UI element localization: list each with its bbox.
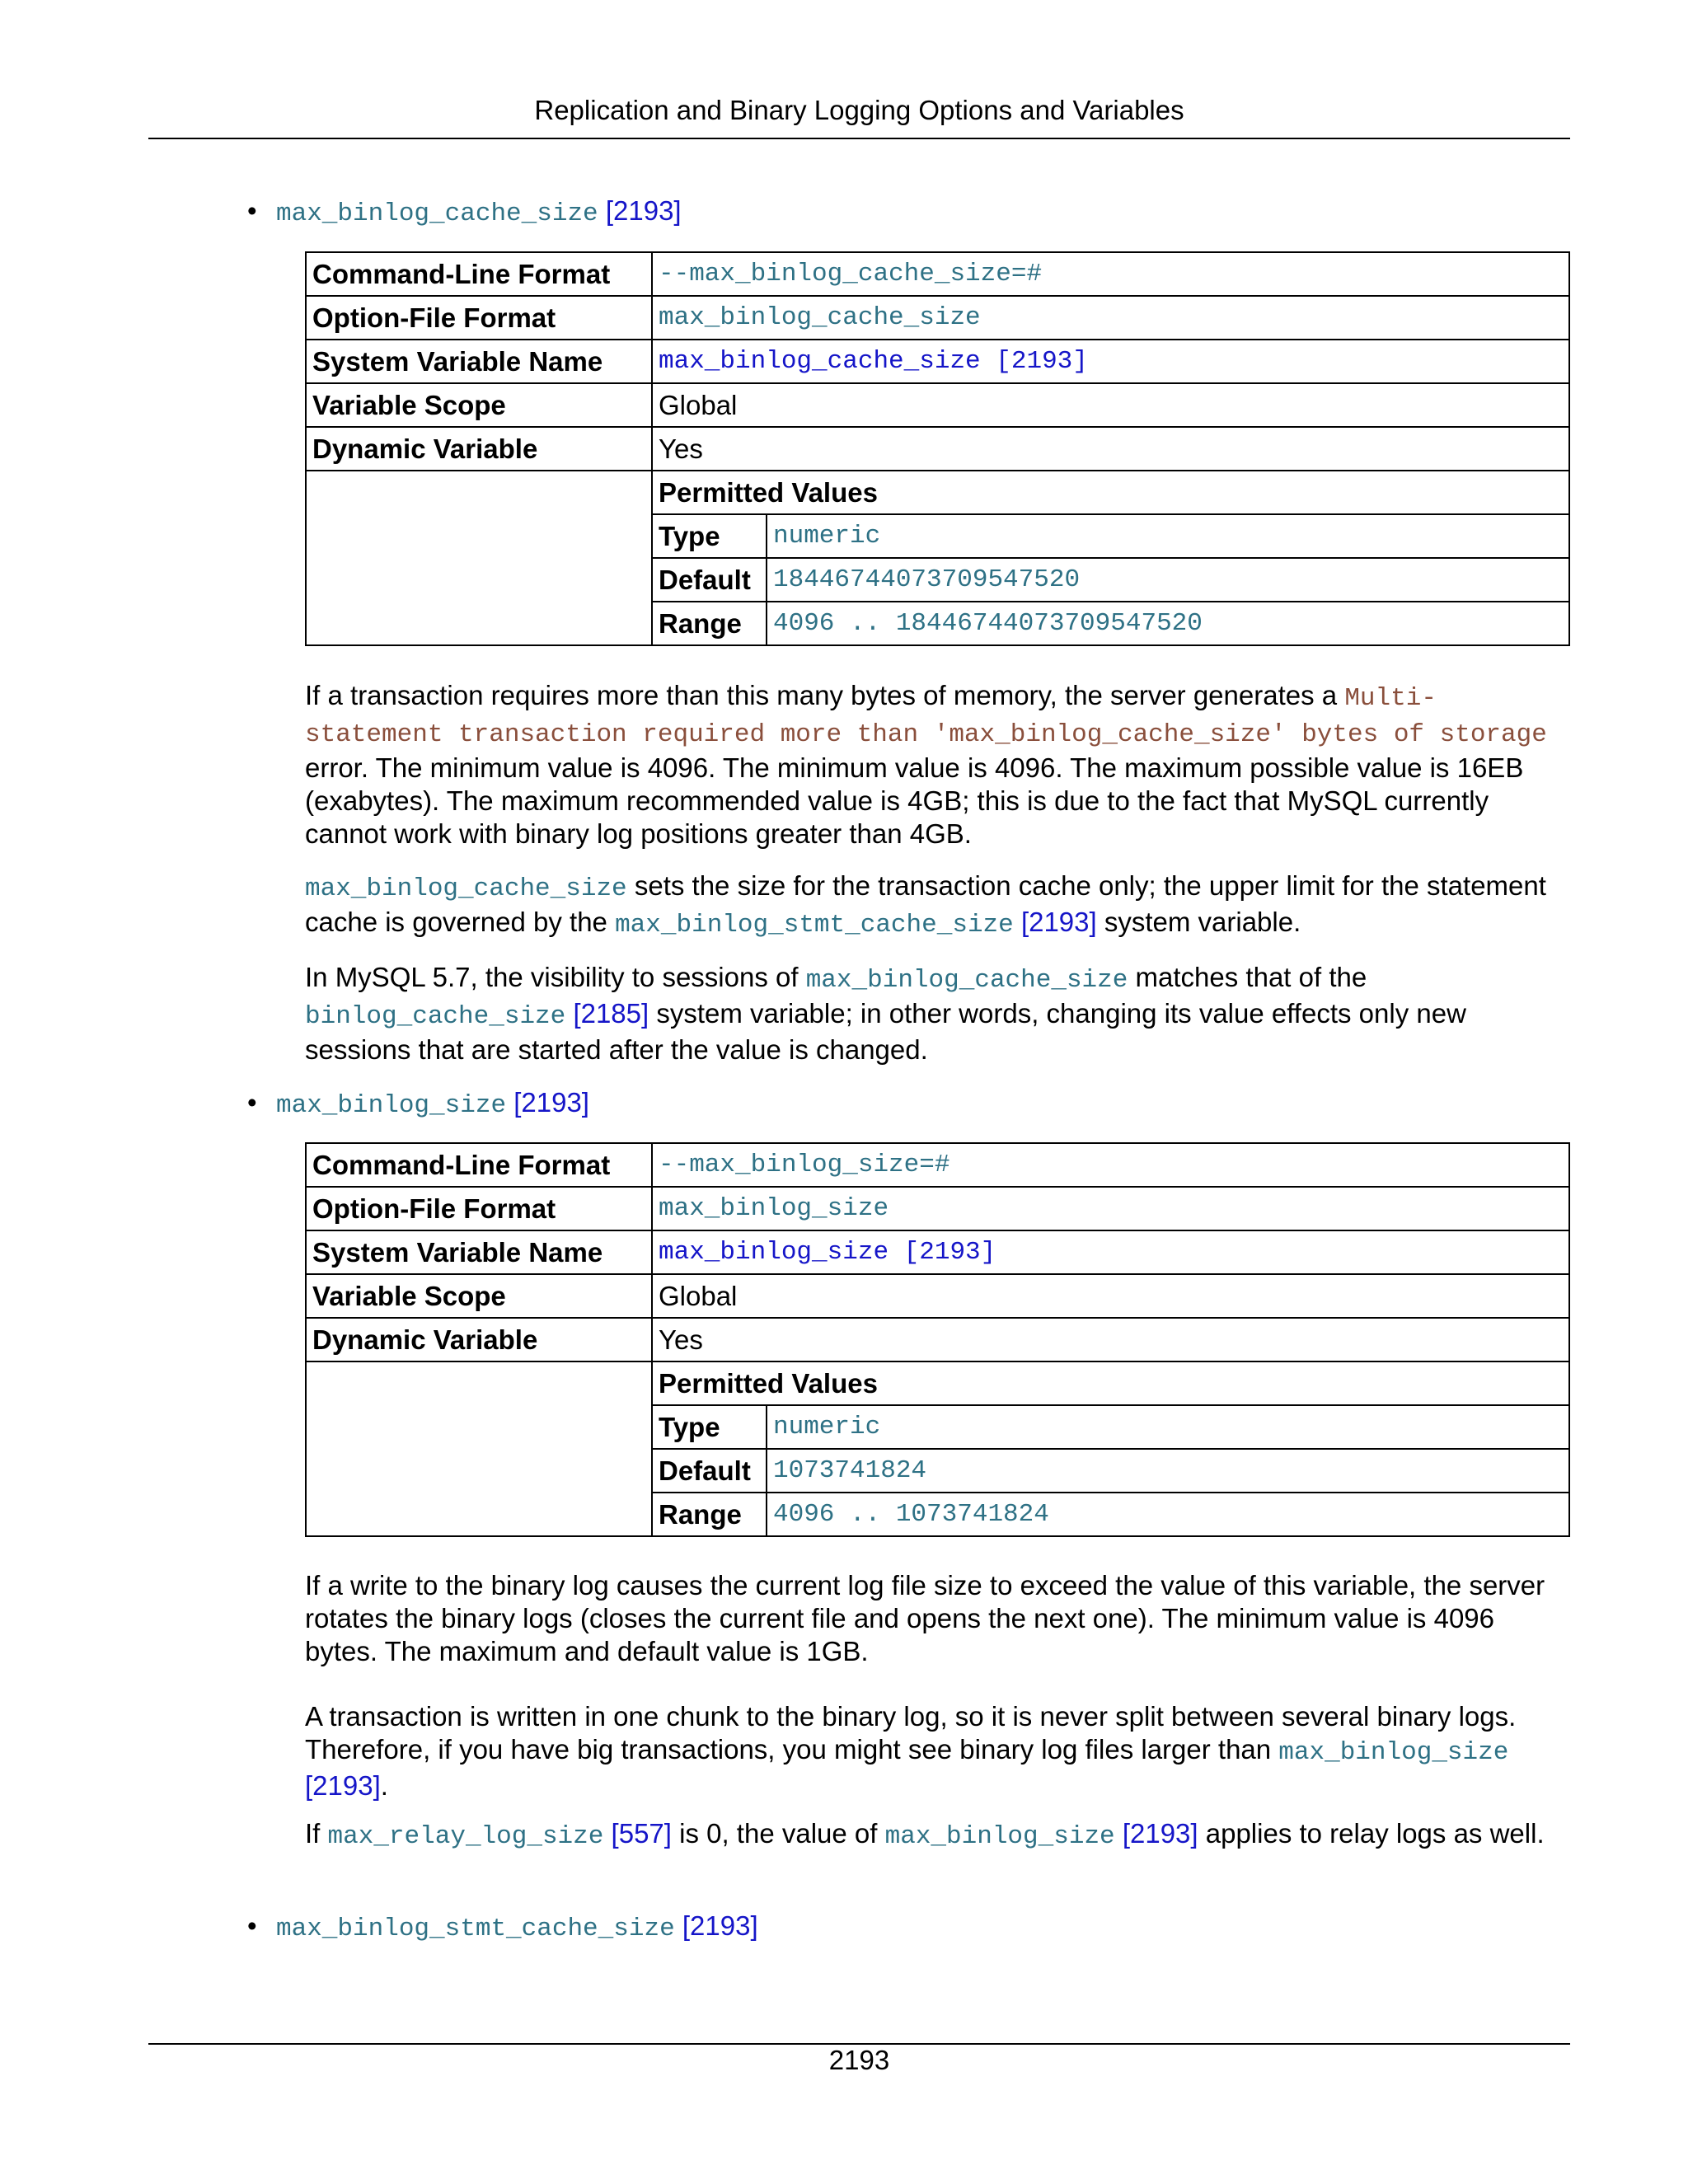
paragraph: [305, 1817, 1574, 1854]
variable-link[interactable]: max_binlog_size: [884, 1822, 1115, 1851]
row-label: Type: [652, 514, 767, 558]
sysvar-link[interactable]: max_binlog_cache_size [2193]: [652, 340, 1569, 383]
row-label: Type: [652, 1405, 767, 1449]
row-label: Default: [652, 558, 767, 602]
table-row: [306, 383, 1569, 427]
row-label: Option-File Format: [306, 1187, 652, 1230]
text: system variable; in other words, changing its value effects only new sessions that are started after the value is changed.: [305, 998, 1466, 1065]
range-value: 4096 .. 18446744073709547520: [767, 602, 1569, 645]
option-file-value: max_binlog_cache_size: [652, 296, 1569, 340]
text: A transaction is written in one chunk to the binary log, so it is never split between several binary logs. Therefore, if you have big transactions, you might see binary log files larger than: [305, 1701, 1517, 1765]
bullet-icon: •: [247, 1910, 257, 1941]
text: If a transaction requires more than this many bytes of memory, the server generates a: [305, 680, 1345, 710]
variable-link[interactable]: max_binlog_size: [1278, 1738, 1509, 1767]
paragraph: [305, 869, 1574, 942]
dynamic-value: Yes: [652, 427, 1569, 471]
running-header: Replication and Binary Logging Options and Variables: [534, 95, 1184, 125]
default-value: 1073741824: [767, 1449, 1569, 1493]
bullet-icon: •: [247, 1087, 257, 1118]
row-label: Command-Line Format: [306, 1143, 652, 1187]
table-row: [306, 1230, 1569, 1274]
scope-value: Global: [652, 383, 1569, 427]
text: error. The minimum value is 4096. The minimum value is 4096. The maximum possible value is 16EB (exabytes). The maximum recommended value is 4GB; this is due to the fact that MySQL currently cannot work with binary log positions greater than 4GB.: [305, 752, 1524, 849]
table-row: [306, 296, 1569, 340]
row-label: Dynamic Variable: [306, 427, 652, 471]
row-label: Dynamic Variable: [306, 1318, 652, 1361]
row-label: Variable Scope: [306, 383, 652, 427]
variable-link[interactable]: max_binlog_cache_size: [276, 199, 598, 228]
table-row: [306, 252, 1569, 296]
page-ref-link[interactable]: [2193]: [305, 1770, 381, 1801]
variable-link[interactable]: max_binlog_size: [276, 1091, 507, 1120]
paragraph: [305, 961, 1574, 1066]
range-value: 4096 .. 1073741824: [767, 1493, 1569, 1536]
row-label: System Variable Name: [306, 340, 652, 383]
variable-link[interactable]: max_binlog_stmt_cache_size: [615, 911, 1014, 940]
text: In MySQL 5.7, the visibility to sessions of: [305, 962, 806, 992]
text: is 0, the value of: [671, 1818, 885, 1849]
item-max-binlog-size: [247, 1086, 589, 1122]
text: .: [380, 1770, 388, 1801]
table-row: [306, 1143, 1569, 1187]
type-value: numeric: [767, 514, 1569, 558]
paragraph: If a write to the binary log causes the current log file size to exceed the value of this variable, the server rotates the binary logs (closes the current file and opens the next one). The minimum value is 4096 bytes. The maximum and default value is 1GB.: [305, 1570, 1545, 1666]
option-table-binlog-size: [305, 1142, 1570, 1537]
option-table-cache-size: [305, 251, 1570, 646]
text: matches that of the: [1128, 962, 1367, 992]
row-label: Variable Scope: [306, 1274, 652, 1318]
table-row: [306, 340, 1569, 383]
page-ref-link[interactable]: [2193]: [513, 1087, 589, 1118]
page-ref-link[interactable]: [2193]: [1020, 907, 1097, 937]
default-value: 18446744073709547520: [767, 558, 1569, 602]
page-ref-link[interactable]: [2193]: [1122, 1818, 1198, 1849]
row-label: Default: [652, 1449, 767, 1493]
table-row: [306, 427, 1569, 471]
variable-link[interactable]: max_binlog_cache_size: [805, 966, 1128, 995]
page-number: 2193: [828, 2045, 890, 2075]
header-rule: [148, 138, 1570, 139]
command-line-value: --max_binlog_size=#: [652, 1143, 1569, 1187]
row-label: Range: [652, 602, 767, 645]
scope-value: Global: [652, 1274, 1569, 1318]
paragraph: [305, 679, 1574, 851]
dynamic-value: Yes: [652, 1318, 1569, 1361]
option-file-value: max_binlog_size: [652, 1187, 1569, 1230]
variable-link[interactable]: max_binlog_cache_size: [305, 874, 627, 903]
page-ref-link[interactable]: [2193]: [605, 195, 682, 226]
page-ref-link[interactable]: [557]: [611, 1818, 672, 1849]
row-label: System Variable Name: [306, 1230, 652, 1274]
paragraph: [305, 1700, 1574, 1802]
page-ref-link[interactable]: [2193]: [682, 1910, 758, 1941]
item-max-binlog-cache-size: [247, 194, 682, 231]
table-row: [306, 1361, 1569, 1405]
command-line-value: --max_binlog_cache_size=#: [652, 252, 1569, 296]
sysvar-link[interactable]: max_binlog_size [2193]: [652, 1230, 1569, 1274]
row-label: Command-Line Format: [306, 252, 652, 296]
error-message-code: Multi-statement transaction required more than 'max_binlog_cache_size' bytes of storage: [305, 684, 1547, 749]
permitted-values-heading: Permitted Values: [652, 1361, 1569, 1405]
text: If: [305, 1818, 328, 1849]
variable-link[interactable]: max_binlog_stmt_cache_size: [276, 1915, 675, 1943]
empty-cell: [306, 1361, 652, 1536]
row-label: Range: [652, 1493, 767, 1536]
variable-link[interactable]: binlog_cache_size: [305, 1002, 566, 1031]
empty-cell: [306, 471, 652, 645]
type-value: numeric: [767, 1405, 1569, 1449]
text: system variable.: [1096, 907, 1301, 937]
text: applies to relay logs as well.: [1198, 1818, 1545, 1849]
table-row: [306, 1187, 1569, 1230]
table-row: [306, 471, 1569, 514]
row-label: Option-File Format: [306, 296, 652, 340]
permitted-values-heading: Permitted Values: [652, 471, 1569, 514]
bullet-icon: •: [247, 195, 257, 226]
table-row: [306, 1274, 1569, 1318]
text: sets the size for the transaction cache only; the upper limit for the statement cache is governed by the: [305, 870, 1546, 937]
table-row: [306, 1318, 1569, 1361]
item-max-binlog-stmt-cache-size: [247, 1910, 758, 1946]
variable-link[interactable]: max_relay_log_size: [327, 1822, 604, 1851]
page-ref-link[interactable]: [2185]: [573, 998, 649, 1029]
